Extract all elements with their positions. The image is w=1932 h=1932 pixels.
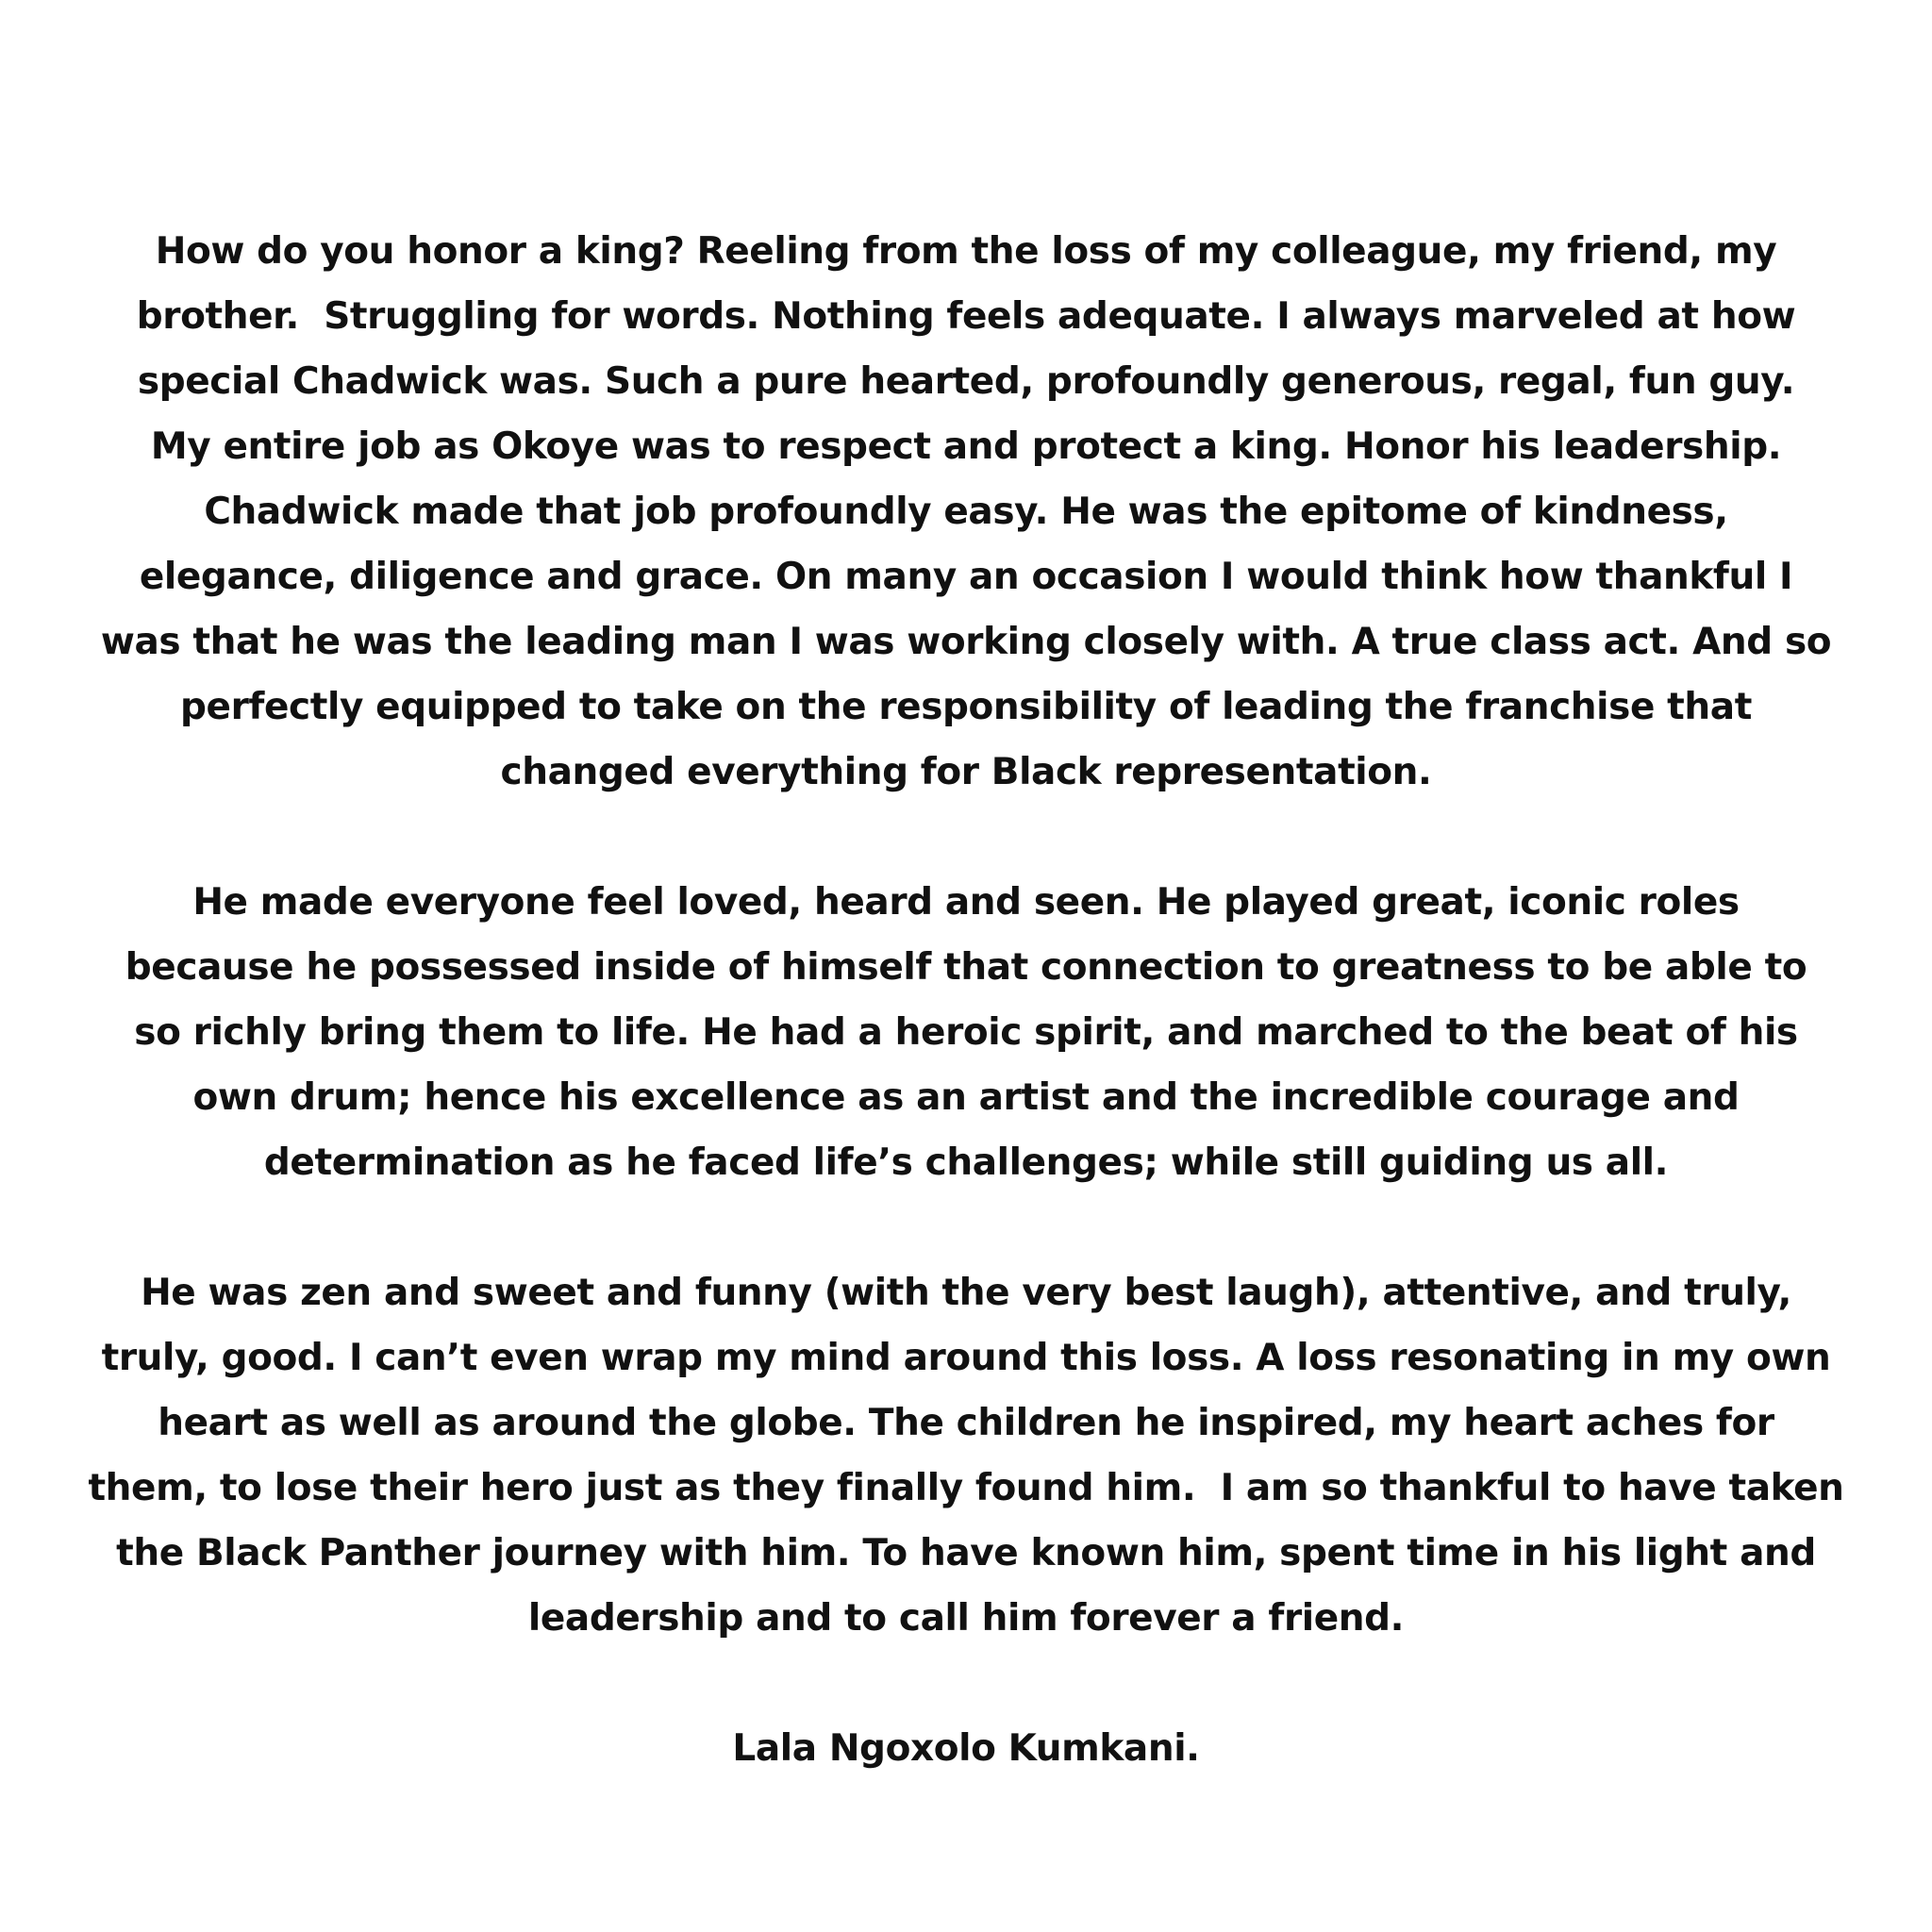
text-line: My entire job as Okoye was to respect and protect a king. Honor his leadership. (150, 425, 1782, 468)
text-line: elegance, diligence and grace. On many an occasion I would think how thankful I (139, 556, 1793, 598)
paragraph-2 (0, 870, 1932, 1195)
statement-text (0, 219, 1932, 1781)
text-line: determination as he faced life’s challenges; while still guiding us all. (263, 1141, 1669, 1184)
text-line: so richly bring them to life. He had a heroic spirit, and marched to the beat of his (134, 1011, 1798, 1054)
paragraph-1 (0, 219, 1932, 805)
text-line: the Black Panther journey with him. To have known him, spent time in his light and (116, 1532, 1816, 1574)
text-line: Chadwick made that job profoundly easy. He was the epitome of kindness, (204, 491, 1728, 533)
text-line: changed everything for Black representation. (500, 751, 1432, 793)
text-line: was that he was the leading man I was working closely with. A true class act. And so (100, 621, 1832, 663)
text-line: special Chadwick was. Such a pure hearted, profoundly generous, regal, fun guy. (137, 360, 1795, 403)
text-line: heart as well as around the globe. The children he inspired, my heart aches for (158, 1402, 1774, 1444)
signature: Lala Ngoxolo Kumkani. (732, 1727, 1200, 1770)
text-line: truly, good. I can’t even wrap my mind around this loss. A loss resonating in my own (101, 1337, 1831, 1379)
text-line: perfectly equipped to take on the responsibility of leading the franchise that (180, 686, 1752, 728)
paragraph-gap (0, 805, 1932, 870)
paragraph-gap (0, 1651, 1932, 1716)
text-line: own drum; hence his excellence as an artist and the incredible courage and (192, 1076, 1740, 1119)
paragraph-3 (0, 1260, 1932, 1651)
text-line: He was zen and sweet and funny (with the very best laugh), attentive, and truly, (141, 1272, 1791, 1314)
text-line: leadership and to call him forever a friend. (527, 1597, 1405, 1640)
text-line: He made everyone feel loved, heard and seen. He played great, iconic roles (192, 881, 1740, 924)
text-line: brother. Struggling for words. Nothing feels adequate. I always marveled at how (136, 295, 1796, 338)
text-line: How do you honor a king? Reeling from the loss of my colleague, my friend, my (155, 230, 1777, 273)
text-line: them, to lose their hero just as they finally found him. I am so thankful to have taken (88, 1467, 1844, 1509)
paragraph-gap (0, 1195, 1932, 1260)
text-line: because he possessed inside of himself that connection to greatness to be able to (125, 946, 1807, 989)
